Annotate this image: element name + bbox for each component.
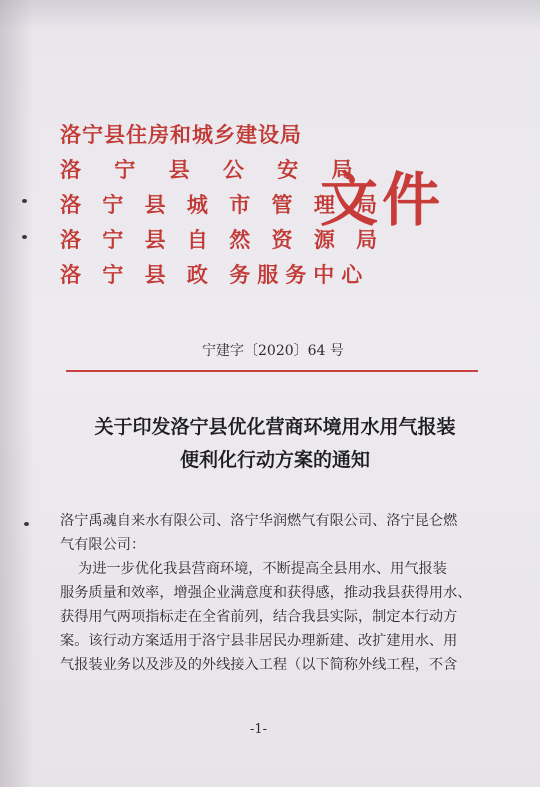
body-line: 洛宁禹魂自来水有限公司、洛宁华润燃气有限公司、洛宁昆仑燃 xyxy=(60,513,458,529)
document-mark: 文件 xyxy=(320,166,445,234)
issuer-line: 洛 宁 县 自 然 资 源 局 xyxy=(60,227,385,252)
body-line: 案。该行动方案适用于洛宁县非居民办理新建、改扩建用水、用 xyxy=(60,633,458,649)
red-divider xyxy=(66,370,478,372)
body-line: 服务质量和效率，增强企业满意度和获得感，推动我县获得用水、 xyxy=(60,585,472,601)
title-line: 关于印发洛宁县优化营商环境用水用气报装 xyxy=(94,416,456,438)
notice-body xyxy=(60,509,496,677)
page-shadow-left xyxy=(0,0,34,787)
body-line: 为进一步优化我县营商环境，不断提高全县用水、用气报装 xyxy=(60,561,447,577)
issuer-line: 洛 宁 县 政 务服务中心 xyxy=(60,262,370,287)
body-line: 气有限公司： xyxy=(60,537,146,553)
issuer-line: 洛宁县住房和城乡建设局 xyxy=(60,122,302,147)
document-number: 宁建字〔2020〕64 号 xyxy=(202,343,344,359)
punch-mark xyxy=(22,199,27,203)
punch-mark xyxy=(24,522,29,526)
body-line: 获得用气两项指标走在全省前列，结合我县实际，制定本行动方 xyxy=(60,609,458,625)
issuer-line: 洛 宁 县 公 安 局 xyxy=(60,157,366,182)
issuer-line: 洛 宁 县 城 市 管 理 局 xyxy=(60,192,385,217)
title-line: 便利化行动方案的通知 xyxy=(179,449,370,471)
page-number: -1- xyxy=(250,722,268,737)
page-shadow-top xyxy=(0,0,540,30)
notice-title xyxy=(40,411,510,477)
punch-mark xyxy=(22,235,27,239)
body-line: 气报装业务以及涉及的外线接入工程（以下简称外线工程，不含 xyxy=(60,657,458,673)
